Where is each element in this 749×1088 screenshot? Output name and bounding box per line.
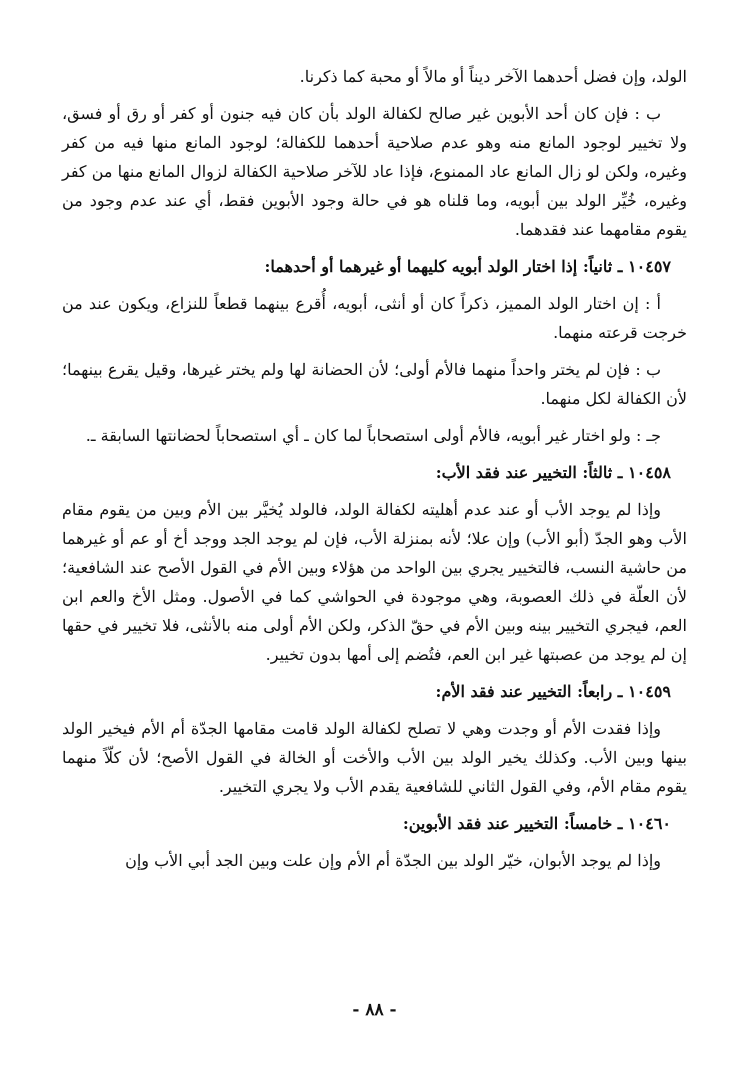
- paragraph: الولد، وإن فضل أحدهما الآخر ديناً أو مالاً أو محبة كما ذكرنا.: [299, 67, 687, 86]
- paragraph: وإذا لم يوجد الأبوان، خيّر الولد بين الجدّة أم الأم وإن علت وبين الجد أبي الأب وإن: [125, 851, 661, 870]
- section-heading: ١٠٤٥٨ ـ ثالثاً: التخيير عند فقد الأب:: [435, 463, 671, 482]
- section-heading: ١٠٤٦٠ ـ خامساً: التخيير عند فقد الأبوين:: [402, 814, 671, 833]
- paragraph: ب : فإن لم يختر واحداً منهما فالأم أولى؛ لأن الحضانة لها ولم يختر غيرها، وقيل يقرع بينهما؛ لأن الكفالة لكل منهما.: [62, 360, 687, 408]
- paragraph: جـ : ولو اختار غير أبويه، فالأم أولى استصحاباً لما كان ـ أي استصحاباً لحضانتها السابقة ـ.: [85, 426, 661, 445]
- section-heading: ١٠٤٥٧ ـ ثانياً: إذا اختار الولد أبويه كليهما أو غيرهما أو أحدهما:: [264, 257, 671, 276]
- paragraph: وإذا لم يوجد الأب أو عند عدم أهليته لكفالة الولد، فالولد يُخيَّر بين الأم وبين من يقوم مقام الأب وهو الجدّ (أبو الأب) وإن علا؛ لأنه بمنزلة الأب، فإن لم يوجد الجد ووجد أخ أو عم أو غيرهما من حاشية النسب، فالتخيير يجري بين الواحد من هؤلاء وبين الأم في القول الأصح عند الشافعية؛ لأن العلّة في ذلك العصوبة، وهي موجودة في الحواشي كما في الأصول. ومثل الأخ والعم ابن العم، فيجري التخيير بينه وبين الأم في حقّ الذكر، ولكن الأم أولى منه بالأنثى، فلا تخيير في حقها إن لم يوجد من عصبتها غير ابن العم، فتُضم إلى أمها بدون تخيير.: [62, 500, 687, 664]
- paragraph: ب : فإن كان أحد الأبوين غير صالح لكفالة الولد بأن كان فيه جنون أو كفر أو رق أو فسق، ولا تخيير لوجود المانع منه وهو عدم صلاحية أحدهما للكفالة؛ لوجود المانع منها فيه من كفر وغيره، ولكن لو زال المانع عاد الممنوع، فإذا عاد للآخر صلاحية الكفالة لزوال المانع منها من كفر وغيره، خُيِّر الولد بين أبويه، وما قلناه هو في حالة وجود الأبوين فقط، أي عند عدم وجود من يقوم مقامهما عند فقدهما.: [62, 104, 687, 239]
- paragraph: وإذا فقدت الأم أو وجدت وهي لا تصلح لكفالة الولد قامت مقامها الجدّة أم الأم فيخير الولد بينها وبين الأب. وكذلك يخير الولد بين الأب والأخت أو الخالة في القول الأصح؛ لأن كلّاً منهما يقوم مقام الأم، وفي القول الثاني للشافعية يقدم الأب ولا يجري التخيير.: [62, 719, 687, 796]
- page-number: - ٨٨ -: [352, 1000, 397, 1020]
- page-body: [62, 62, 687, 883]
- paragraph: أ : إن اختار الولد المميز، ذكراً كان أو أنثى، أبويه، أُقرع بينهما قطعاً للنزاع، ويكون عند من خرجت قرعته منهما.: [62, 294, 687, 342]
- section-heading: ١٠٤٥٩ ـ رابعاً: التخيير عند فقد الأم:: [435, 682, 671, 701]
